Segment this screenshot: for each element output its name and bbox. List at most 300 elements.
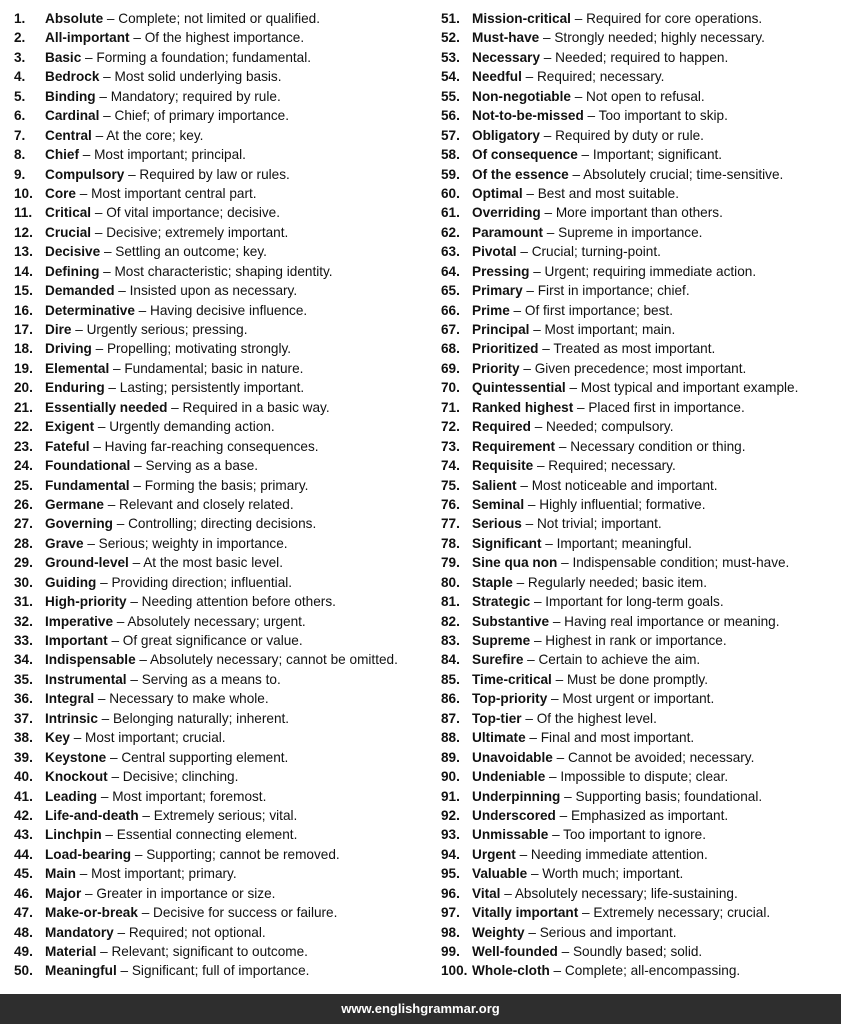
item-definition: – Forming the basis; primary. <box>129 477 309 493</box>
list-item <box>14 864 434 883</box>
item-term: Whole-cloth <box>472 963 550 979</box>
item-term: Mandatory <box>45 924 114 940</box>
item-number: 80. <box>441 574 460 590</box>
list-item <box>441 573 841 592</box>
item-definition: – Soundly based; solid. <box>557 944 703 959</box>
item-definition: – Best and most suitable. <box>522 185 680 201</box>
item-number: 3. <box>14 49 26 65</box>
item-number: 85. <box>441 671 460 687</box>
item-term: Compulsory <box>45 166 125 182</box>
item-number: 95. <box>441 866 460 882</box>
list-item <box>441 903 841 922</box>
list-item <box>14 631 434 650</box>
item-definition: – Certain to achieve the aim. <box>523 652 701 668</box>
list-item <box>14 223 434 242</box>
item-term: Foundational <box>45 458 131 474</box>
item-number: 79. <box>441 555 460 571</box>
list-item <box>14 203 434 222</box>
item-term: Ultimate <box>472 730 526 746</box>
list-item <box>14 398 434 417</box>
list-item <box>14 28 434 47</box>
item-term: Not-to-be-missed <box>472 108 584 124</box>
item-definition: – Regularly needed; basic item. <box>512 574 707 590</box>
item-term: Knockout <box>45 769 108 785</box>
item-definition: – Controlling; directing decisions. <box>112 516 317 532</box>
item-term: Non-negotiable <box>472 88 571 104</box>
item-definition: – Urgently demanding action. <box>94 419 275 435</box>
item-number: 71. <box>441 399 460 415</box>
item-number: 99. <box>441 944 460 959</box>
item-term: Bedrock <box>45 69 100 85</box>
item-definition: – Decisive for success or failure. <box>137 905 338 921</box>
item-number: 34. <box>14 652 33 668</box>
item-term: Quintessential <box>472 380 566 396</box>
item-term: Guiding <box>45 574 97 590</box>
list-item <box>441 339 841 358</box>
list-item <box>441 242 841 261</box>
item-definition: – Extremely serious; vital. <box>138 807 298 823</box>
list-item <box>14 456 434 475</box>
item-term: Crucial <box>45 224 92 240</box>
item-number: 5. <box>14 88 26 104</box>
item-definition: – Urgent; requiring immediate action. <box>529 263 757 279</box>
list-item <box>441 592 841 611</box>
list-item <box>441 301 841 320</box>
item-number: 35. <box>14 671 33 687</box>
item-term: Intrinsic <box>45 710 98 726</box>
item-definition: – Important for long-term goals. <box>530 594 724 610</box>
item-term: Indispensable <box>45 652 136 668</box>
list-item <box>441 495 841 514</box>
list-item <box>441 203 841 222</box>
list-item <box>14 670 434 689</box>
item-number: 100. <box>441 963 468 979</box>
item-definition: – Greater in importance or size. <box>81 885 276 901</box>
item-number: 83. <box>441 633 460 648</box>
item-number: 10. <box>14 185 33 201</box>
item-definition: – Having real importance or meaning. <box>549 613 780 629</box>
list-item <box>441 262 841 281</box>
item-number: 24. <box>14 458 33 474</box>
item-term: Vital <box>472 885 501 901</box>
item-number: 36. <box>14 691 33 707</box>
item-number: 44. <box>14 846 33 862</box>
item-definition: – Of the highest level. <box>521 710 657 726</box>
list-item <box>14 359 434 378</box>
list-item <box>441 631 841 650</box>
list-item <box>441 359 841 378</box>
item-definition: – Required by duty or rule. <box>539 127 704 143</box>
item-number: 59. <box>441 166 460 182</box>
item-number: 41. <box>14 788 33 804</box>
item-number: 15. <box>14 283 33 299</box>
item-definition: – Most important; principal. <box>78 147 246 163</box>
item-term: Instrumental <box>45 671 127 687</box>
item-term: Optimal <box>472 185 523 201</box>
item-definition: – Crucial; turning-point. <box>516 244 661 260</box>
item-term: All-important <box>45 30 130 46</box>
item-term: High-priority <box>45 594 127 610</box>
list-item <box>14 689 434 708</box>
item-number: 88. <box>441 730 460 746</box>
item-term: Top-priority <box>472 691 548 707</box>
item-term: Life-and-death <box>45 807 139 823</box>
item-number: 69. <box>441 360 460 376</box>
item-term: Elemental <box>45 360 110 376</box>
item-term: Time-critical <box>472 671 552 687</box>
item-number: 20. <box>14 380 33 396</box>
list-item <box>441 456 841 475</box>
item-definition: – Insisted upon as necessary. <box>114 283 298 299</box>
item-term: Must-have <box>472 30 540 46</box>
item-number: 40. <box>14 769 33 785</box>
item-number: 47. <box>14 905 33 921</box>
list-item <box>14 709 434 728</box>
item-number: 33. <box>14 633 33 648</box>
list-item <box>441 281 841 300</box>
item-number: 4. <box>14 69 26 85</box>
item-term: Ground-level <box>45 555 129 571</box>
item-number: 67. <box>441 322 460 337</box>
item-definition: – Decisive; clinching. <box>107 769 239 785</box>
item-number: 81. <box>441 594 460 610</box>
item-term: Dire <box>45 322 72 337</box>
item-definition: – Important; meaningful. <box>541 535 692 551</box>
item-term: Valuable <box>472 866 528 882</box>
item-number: 87. <box>441 710 460 726</box>
item-number: 66. <box>441 302 460 318</box>
item-definition: – Impossible to dispute; clear. <box>545 769 729 785</box>
item-term: Load-bearing <box>45 846 132 862</box>
item-number: 93. <box>441 827 460 843</box>
item-number: 14. <box>14 263 33 279</box>
item-term: Driving <box>45 341 92 357</box>
item-term: Major <box>45 885 82 901</box>
list-item <box>441 961 841 980</box>
item-term: Fateful <box>45 438 90 454</box>
list-item <box>441 437 841 456</box>
item-number: 19. <box>14 360 33 376</box>
item-term: Exigent <box>45 419 95 435</box>
item-term: Imperative <box>45 613 114 629</box>
item-definition: – Too important to skip. <box>583 108 728 124</box>
item-number: 32. <box>14 613 33 629</box>
list-item <box>14 106 434 125</box>
item-number: 1. <box>14 11 26 26</box>
item-definition: – Serving as a means to. <box>126 671 281 687</box>
item-definition: – Relevant and closely related. <box>103 496 294 512</box>
item-definition: – Absolutely necessary; urgent. <box>113 613 306 629</box>
item-term: Keystone <box>45 749 107 765</box>
item-definition: – Providing direction; influential. <box>96 574 293 590</box>
item-definition: – Lasting; persistently important. <box>104 380 305 396</box>
list-item <box>441 845 841 864</box>
item-definition: – Chief; of primary importance. <box>99 108 290 124</box>
item-term: Core <box>45 185 76 201</box>
item-term: Pressing <box>472 263 530 279</box>
list-item <box>441 612 841 631</box>
item-term: Critical <box>45 205 92 221</box>
list-item <box>441 748 841 767</box>
item-term: Of consequence <box>472 147 578 163</box>
item-term: Undeniable <box>472 769 546 785</box>
item-term: Unavoidable <box>472 749 553 765</box>
item-term: Required <box>472 419 531 435</box>
item-term: Well-founded <box>472 944 558 959</box>
item-definition: – Required by law or rules. <box>124 166 290 182</box>
item-term: Prioritized <box>472 341 539 357</box>
item-definition: – Not open to refusal. <box>570 88 705 104</box>
list-item <box>441 476 841 495</box>
item-number: 56. <box>441 108 460 124</box>
item-term: Ranked highest <box>472 399 574 415</box>
list-item <box>441 553 841 572</box>
item-term: Salient <box>472 477 517 493</box>
item-number: 89. <box>441 749 460 765</box>
item-term: Strategic <box>472 594 531 610</box>
item-number: 92. <box>441 807 460 823</box>
item-number: 16. <box>14 302 33 318</box>
item-term: Important <box>45 633 108 648</box>
list-item <box>441 670 841 689</box>
item-term: Leading <box>45 788 98 804</box>
list-item <box>14 476 434 495</box>
item-definition: – Placed first in importance. <box>573 399 745 415</box>
item-definition: – Of the highest importance. <box>129 30 305 46</box>
item-number: 84. <box>441 652 460 668</box>
item-number: 18. <box>14 341 33 357</box>
item-term: Urgent <box>472 846 516 862</box>
item-term: Substantive <box>472 613 550 629</box>
item-definition: – Final and most important. <box>525 730 695 746</box>
list-item <box>14 262 434 281</box>
list-item <box>441 417 841 436</box>
list-item <box>14 378 434 397</box>
item-number: 68. <box>441 341 460 357</box>
item-definition: – Most important; main. <box>529 322 676 337</box>
item-number: 8. <box>14 147 26 163</box>
list-item <box>14 767 434 786</box>
item-term: Basic <box>45 49 82 65</box>
item-definition: – Mandatory; required by rule. <box>95 88 281 104</box>
list-item <box>14 806 434 825</box>
item-number: 11. <box>14 205 33 221</box>
list-item <box>441 650 841 669</box>
item-definition: – Absolutely necessary; cannot be omitted. <box>135 652 398 668</box>
item-definition: – Not trivial; important. <box>521 516 662 532</box>
list-item <box>14 437 434 456</box>
item-definition: – Extremely necessary; crucial. <box>578 905 771 921</box>
item-definition: – Necessary condition or thing. <box>555 438 746 454</box>
item-term: Meaningful <box>45 963 117 979</box>
list-item <box>14 612 434 631</box>
list-item <box>441 728 841 747</box>
list-item <box>441 106 841 125</box>
item-definition: – Needed; compulsory. <box>530 419 674 435</box>
item-term: Central <box>45 127 92 143</box>
item-number: 50. <box>14 963 33 979</box>
list-item <box>441 28 841 47</box>
item-term: Unmissable <box>472 827 549 843</box>
list-item <box>14 884 434 903</box>
item-definition: – Most characteristic; shaping identity. <box>99 263 333 279</box>
list-item <box>441 534 841 553</box>
item-term: Needful <box>472 69 522 85</box>
item-definition: – Indispensable condition; must-have. <box>557 555 790 571</box>
item-definition: – Decisive; extremely important. <box>91 224 289 240</box>
item-term: Supreme <box>472 633 531 648</box>
list-item <box>14 281 434 300</box>
item-number: 75. <box>441 477 460 493</box>
item-number: 72. <box>441 419 460 435</box>
item-number: 65. <box>441 283 460 299</box>
item-definition: – Of first importance; best. <box>509 302 673 318</box>
item-term: Underpinning <box>472 788 561 804</box>
list-item <box>14 301 434 320</box>
list-item <box>441 709 841 728</box>
list-item <box>441 9 841 28</box>
list-item <box>441 514 841 533</box>
item-number: 70. <box>441 380 460 396</box>
item-term: Necessary <box>472 49 541 65</box>
item-definition: – Needing immediate attention. <box>515 846 708 862</box>
item-definition: – Most noticeable and important. <box>516 477 718 493</box>
item-definition: – Required in a basic way. <box>167 399 330 415</box>
item-definition: – Serving as a base. <box>130 458 259 474</box>
item-definition: – Of vital importance; decisive. <box>91 205 280 221</box>
item-term: Enduring <box>45 380 105 396</box>
item-term: Obligatory <box>472 127 540 143</box>
list-item <box>441 942 841 961</box>
item-definition: – Necessary to make whole. <box>94 691 269 707</box>
item-definition: – Most solid underlying basis. <box>99 69 282 85</box>
item-definition: – Must be done promptly. <box>551 671 708 687</box>
item-number: 12. <box>14 224 33 240</box>
item-term: Vitally important <box>472 905 579 921</box>
item-term: Material <box>45 944 97 959</box>
list-item <box>14 903 434 922</box>
item-definition: – Most important; primary. <box>75 866 237 882</box>
item-number: 49. <box>14 944 33 959</box>
item-number: 94. <box>441 846 460 862</box>
word-list <box>0 9 841 984</box>
item-term: Priority <box>472 360 520 376</box>
item-definition: – Needed; required to happen. <box>540 49 729 65</box>
site-footer <box>0 994 841 1024</box>
list-item <box>14 48 434 67</box>
list-item <box>14 728 434 747</box>
item-number: 62. <box>441 224 460 240</box>
item-number: 38. <box>14 730 33 746</box>
item-term: Fundamental <box>45 477 130 493</box>
list-item <box>14 787 434 806</box>
item-definition: – Propelling; motivating strongly. <box>91 341 292 357</box>
list-item <box>441 165 841 184</box>
list-item <box>14 184 434 203</box>
item-definition: – Important; significant. <box>577 147 723 163</box>
list-item <box>14 942 434 961</box>
item-definition: – Of great significance or value. <box>107 633 303 648</box>
list-item <box>14 923 434 942</box>
item-number: 77. <box>441 516 460 532</box>
item-definition: – Required; not optional. <box>113 924 266 940</box>
item-number: 26. <box>14 496 33 512</box>
item-definition: – Complete; not limited or qualified. <box>103 11 321 26</box>
item-term: Pivotal <box>472 244 517 260</box>
list-item <box>14 650 434 669</box>
item-number: 21. <box>14 399 33 415</box>
item-number: 82. <box>441 613 460 629</box>
item-term: Paramount <box>472 224 544 240</box>
item-definition: – Significant; full of importance. <box>116 963 310 979</box>
list-item <box>441 825 841 844</box>
item-definition: – Most important; crucial. <box>69 730 226 746</box>
item-definition: – Most important central part. <box>75 185 257 201</box>
list-item <box>14 553 434 572</box>
item-number: 73. <box>441 438 460 454</box>
list-item <box>14 126 434 145</box>
item-number: 91. <box>441 788 460 804</box>
list-item <box>14 534 434 553</box>
list-item <box>14 825 434 844</box>
item-definition: – Emphasized as important. <box>555 807 729 823</box>
list-item <box>14 87 434 106</box>
item-term: Top-tier <box>472 710 522 726</box>
item-term: Make-or-break <box>45 905 138 921</box>
item-definition: – Serious; weighty in importance. <box>83 535 288 551</box>
item-definition: – Settling an outcome; key. <box>100 244 267 260</box>
item-term: Surefire <box>472 652 524 668</box>
item-definition: – Most typical and important example. <box>565 380 799 396</box>
list-item <box>441 378 841 397</box>
item-term: Mission-critical <box>472 11 571 26</box>
item-number: 90. <box>441 769 460 785</box>
item-term: Underscored <box>472 807 556 823</box>
item-number: 30. <box>14 574 33 590</box>
item-definition: – Complete; all-encompassing. <box>549 963 741 979</box>
item-definition: – Supporting; cannot be removed. <box>131 846 340 862</box>
item-definition: – Supreme in importance. <box>543 224 703 240</box>
item-term: Staple <box>472 574 513 590</box>
list-item <box>14 165 434 184</box>
item-number: 28. <box>14 535 33 551</box>
item-definition: – Supporting basis; foundational. <box>560 788 763 804</box>
item-definition: – Most important; foremost. <box>97 788 267 804</box>
list-item <box>14 417 434 436</box>
item-term: Overriding <box>472 205 541 221</box>
item-term: Prime <box>472 302 510 318</box>
list-item <box>441 320 841 339</box>
item-number: 53. <box>441 49 460 65</box>
list-item <box>14 845 434 864</box>
list-item <box>14 495 434 514</box>
item-number: 63. <box>441 244 460 260</box>
item-term: Determinative <box>45 302 135 318</box>
right-column <box>441 9 841 981</box>
list-item <box>441 806 841 825</box>
item-number: 96. <box>441 885 460 901</box>
item-term: Demanded <box>45 283 115 299</box>
item-definition: – Strongly needed; highly necessary. <box>539 30 765 46</box>
item-number: 2. <box>14 30 26 46</box>
item-definition: – At the core; key. <box>91 127 204 143</box>
item-definition: – Belonging naturally; inherent. <box>97 710 290 726</box>
item-term: Of the essence <box>472 166 569 182</box>
list-item <box>14 961 434 980</box>
list-item <box>14 592 434 611</box>
item-term: Governing <box>45 516 113 532</box>
list-item <box>441 48 841 67</box>
